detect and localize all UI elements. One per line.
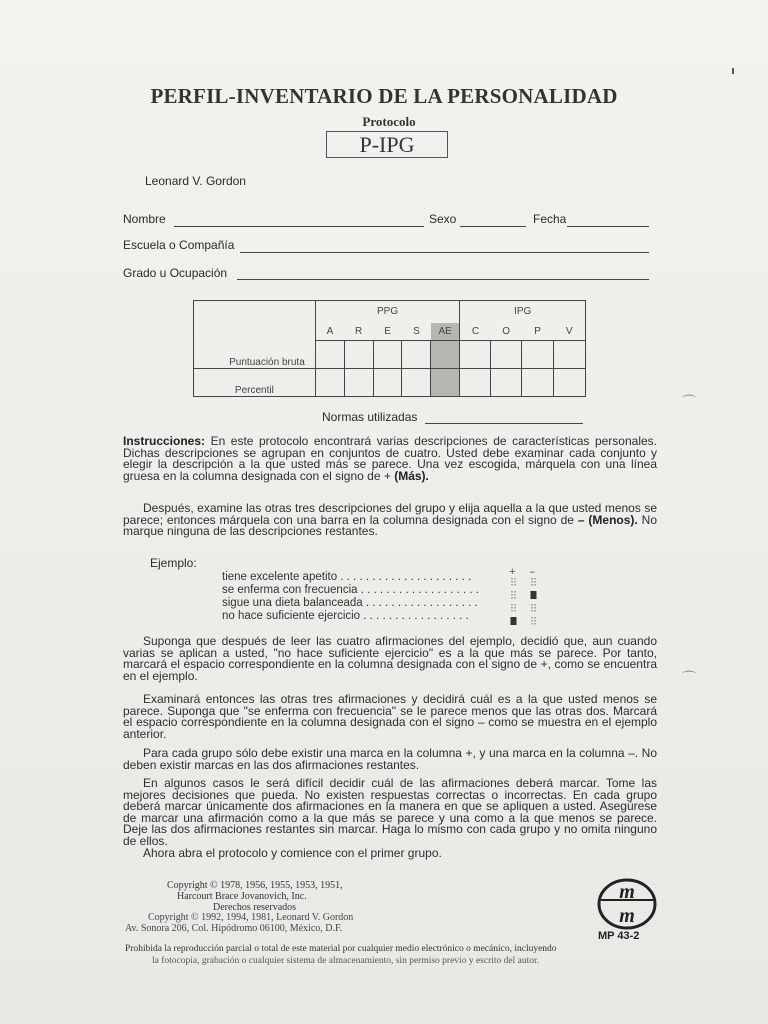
protocol-code-box: P-IPG: [326, 131, 448, 158]
mas-sign-label: (Más).: [394, 468, 429, 483]
fecha-field[interactable]: [567, 226, 649, 227]
pct-cell-p[interactable]: [522, 368, 554, 396]
author-name: Leonard V. Gordon: [145, 174, 246, 188]
margin-tick: [732, 68, 734, 74]
col-header-e: E: [384, 326, 391, 338]
prohibition-line-1: Prohibida la reproducción parcial o total de este material por cualquier medio electrónico o mecánico, incluyendo: [125, 944, 557, 954]
pct-cell-v[interactable]: [554, 368, 586, 396]
col-header-r: R: [355, 326, 363, 338]
pct-cell-e[interactable]: [373, 368, 402, 396]
publisher-address: Av. Sonora 206, Col. Hipódromo 06100, México, D.F.: [125, 923, 343, 934]
menos-sign-label: – (Menos).: [577, 512, 638, 527]
raw-cell-r[interactable]: [344, 341, 373, 368]
raw-score-row: [194, 341, 586, 368]
pct-cell-c[interactable]: [460, 368, 491, 396]
percentile-label: Percentil: [194, 368, 316, 396]
instructions-paragraph-7: Ahora abra el protocolo y comience con el primer grupo.: [143, 846, 442, 860]
example-item-2: se enferma con frecuencia . . . . . . . . . . . . . . . . . . .: [222, 584, 479, 596]
col-header-a: A: [315, 323, 344, 341]
col-header-v: V: [554, 323, 586, 341]
instructions-paragraph-2: [123, 503, 657, 538]
publisher-logo: [597, 878, 657, 930]
raw-cell-p[interactable]: [522, 341, 554, 368]
example-plus-mark: [511, 617, 517, 625]
col-header-ae: AE: [431, 323, 460, 341]
ppg-group-header: PPG: [315, 301, 460, 323]
form-code: MP 43-2: [598, 930, 640, 942]
copyright-overprint: Copyright © 1992, 1994, 1981, Leonard V. Gordon: [148, 912, 354, 923]
example-item-3: sigue una dieta balanceada . . . . . . . . . . . . . . . . . .: [222, 597, 478, 609]
raw-cell-a[interactable]: [315, 341, 344, 368]
instructions-paragraph-4: Examinará entonces las otras tres afirmaciones y decidirá cuál es a la que usted menos se parece. Suponga que "se enferma con frecuencia" se le parece menos que las otras dos. Marcará el espacio correspondiente en la columna designada con el signo – como se muestra en el ejemplo anterior.: [123, 692, 657, 741]
col-header-c: C: [471, 326, 480, 338]
example-item-4: no hace suficiente ejercicio . . . . . . . . . . . . . . . . .: [222, 610, 469, 622]
margin-mark-1: ⌒: [682, 394, 696, 410]
example-label: Ejemplo:: [150, 556, 197, 570]
nombre-label: Nombre: [123, 212, 166, 226]
scores-table: [193, 300, 586, 397]
nombre-field[interactable]: [174, 226, 424, 227]
raw-cell-o[interactable]: [491, 341, 522, 368]
normas-field[interactable]: [425, 423, 583, 424]
example-answer-marks: [505, 574, 545, 626]
copyright-line-3: Derechos reservados: [213, 902, 297, 913]
pct-cell-a[interactable]: [315, 368, 344, 396]
normas-label: Normas utilizadas: [322, 410, 418, 424]
col-header-o: O: [502, 326, 511, 338]
prohibition-line-2: la fotocopia, grabación o cualquier sistema de almacenamiento, sin permiso previo y escrito del autor.: [152, 956, 539, 966]
escuela-label: Escuela o Compañía: [123, 238, 235, 252]
fecha-label: Fecha: [533, 212, 567, 226]
pct-cell-o[interactable]: [491, 368, 522, 396]
svg-text:m: m: [619, 881, 635, 903]
sexo-field[interactable]: [460, 226, 526, 227]
margin-mark-2: ⌒: [682, 670, 696, 686]
grado-field[interactable]: [237, 279, 649, 280]
raw-cell-ae[interactable]: [431, 341, 460, 368]
instructions-paragraph-6: En algunos casos le será difícil decidir cuál de las afirmaciones deberá marcar. Tome las mejores decisiones que pueda. No existen respuestas correctas o incorrectas. En cada grupo deberá marcar únicamente dos afirmaciones en la manera en que se apliquen a usted. Asegúrese de marcar una afirmación como a la que más se parece y una como a la que menos se parece. Deje las dos afirmaciones restantes sin marcar. Haga lo mismo con cada grupo y no omita ninguno de ellos.: [123, 776, 657, 848]
instructions-text-2-end: No marque ninguna de las descripciones restantes.: [123, 512, 657, 539]
instructions-paragraph-3: Suponga que después de leer las cuatro afirmaciones del ejemplo, decidió que, aun cuando varias se aplican a usted, "no hace suficiente ejercicio" es a la que más se parece. Por tanto, marcará el espacio correspondiente en la columna designada con el signo de +, como se encuentra en el ejemplo.: [123, 634, 657, 683]
instructions-paragraph-1: [123, 436, 657, 482]
col-header-p: P: [534, 326, 541, 338]
percentile-row: [194, 368, 586, 396]
raw-cell-v[interactable]: [554, 341, 586, 368]
example-item-1: tiene excelente apetito . . . . . . . . . . . . . . . . . . . . .: [222, 571, 472, 583]
instructions-paragraph-5: Para cada grupo sólo debe existir una marca en la columna +, y una marca en la columna –. No deben existir marcas en las dos afirmaciones restantes.: [123, 746, 657, 772]
pct-cell-r[interactable]: [344, 368, 373, 396]
example-minus-header: –: [529, 567, 536, 579]
raw-score-label: Puntuación bruta: [194, 341, 316, 368]
escuela-field[interactable]: [240, 252, 649, 253]
document-subtitle: Protocolo: [362, 114, 416, 129]
pct-cell-ae[interactable]: [431, 368, 460, 396]
instructions-heading: Instrucciones:: [123, 434, 206, 448]
instructions-text-1: En este protocolo encontrará varias descripciones de características personales. Dichas descripciones se agrupan en conjuntos de cuatro. Usted debe examinar cada conjunto y elegir la descripción a la que usted más se parece. Una vez escogida, márquela con una línea gruesa en la columna designada con el signo de +: [123, 434, 657, 483]
instructions-text-2: Después, examine las otras tres descripciones del grupo y elija aquella a la que usted menos se parece; entonces márquela con una barra en la columna designada con el signo de: [123, 501, 657, 527]
example-plus-header: +: [509, 567, 516, 579]
raw-cell-s[interactable]: [402, 341, 431, 368]
svg-text:m: m: [619, 905, 635, 927]
copyright-line-2: Harcourt Brace Jovanovich, Inc.: [177, 891, 307, 902]
col-header-s: S: [413, 326, 420, 338]
example-minus-mark: [531, 591, 537, 599]
document-title: PERFIL-INVENTARIO DE LA PERSONALIDAD: [150, 84, 618, 108]
copyright-line-1: Copyright © 1978, 1956, 1955, 1953, 1951,: [167, 880, 343, 891]
sexo-label: Sexo: [429, 212, 457, 226]
raw-cell-c[interactable]: [460, 341, 491, 368]
ipg-group-header: IPG: [460, 301, 586, 323]
pct-cell-s[interactable]: [402, 368, 431, 396]
raw-cell-e[interactable]: [373, 341, 402, 368]
grado-label: Grado u Ocupación: [123, 266, 228, 280]
